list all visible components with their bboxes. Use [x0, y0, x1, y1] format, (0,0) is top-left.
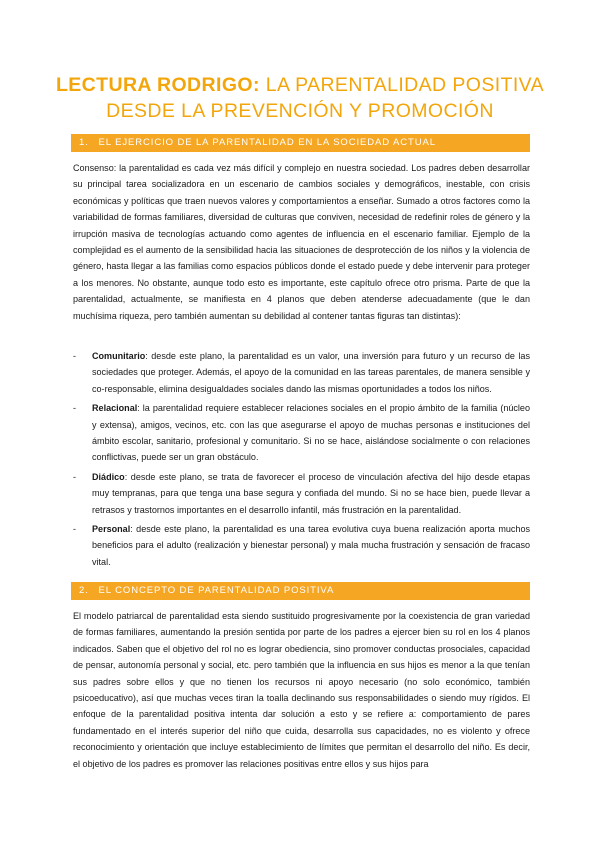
section-1-paragraph: Consenso: la parentalidad es cada vez más difícil y complejo en nuestra sociedad. Los padres deben desarrollar su principal tarea socializadora en un escenario de cambios sociales y demográficos, inestable, con crisis económicas y políticas que traen nuevos valores y comportamientos a enseñar. Sumado a otros factores como la variabilidad de formas familiares, diversidad de culturas que conviven, necesidad de redefinir roles de género y la irrupción masiva de tecnologías actuando como agentes de influencia en el escenario familiar. Ejemplo de la complejidad es el aumento de la sensibilidad hacia las situaciones de desprotección de los niños y la violencia de género, hasta llegar a las familias como espacios públicos donde el estado puede y debe intervenir para proteger a los menores. No obstante, aunque todo esto es importante, este capítulo ofrece otro prisma. Parte de que la parentalidad, actualmente, se manifiesta en 4 planos que deben atenderse adecuadamente (que le dan muchísima riqueza, pero también aumentan su debilidad al contener tantas figuras tan distintas): — [73, 163, 530, 321]
bullet-text: : desde este plano, la parentalidad es un valor, una inversión para futuro y un recurso de las sociedades que proteger. Además, el apoyo de la comunidad en las tareas parentales, de manera sensible y co-responsable, elimina desigualdades sociales dando las mismas oportunidades a todos los niños. — [92, 351, 530, 394]
title-rest: LA PARENTALIDAD POSITIVA DESDE LA PREVENCIÓN Y PROMOCIÓN — [106, 74, 545, 122]
bullet-relacional — [73, 400, 530, 466]
document-title — [40, 72, 560, 124]
bullet-term: Relacional — [92, 403, 138, 414]
bullet-diadico — [73, 469, 530, 518]
bullet-dash: - — [73, 524, 77, 535]
section-1-header — [71, 134, 530, 152]
bullet-dash: - — [73, 471, 77, 482]
section-1-heading: EL EJERCICIO DE LA PARENTALIDAD EN LA SOCIEDAD ACTUAL — [98, 137, 436, 148]
bullet-personal — [73, 521, 530, 570]
bullet-comunitario — [73, 348, 530, 397]
section-2-number: 2. — [79, 585, 89, 596]
section-1-number: 1. — [79, 137, 89, 148]
section-2-heading: EL CONCEPTO DE PARENTALIDAD POSITIVA — [98, 585, 335, 596]
section-2-paragraph: El modelo patriarcal de parentalidad esta siendo sustituido progresivamente por la coexistencia de gran variedad de formas familiares, aumentando la presión sentida por parte de los padres a ejercer bien su rol en los 4 planos indicados. Saben que el objetivo del rol no es lograr obediencia, sino promover conductas prosociales, capacidad de pensar, autonomía personal y social, etc. pero también que la influencia en sus hijos es menor a la que tenían sus padres sobre ellos y que no tienen los recursos ni apoyo necesario (no solo económico, también psicoeducativo), así que muchas veces tiran la toalla declinando sus responsabilidades o siendo muy rígidos. El enfoque de la parentalidad positiva intenta dar solución a esto y se refiere a: comportamiento de pares fundamentado en el interés superior del niño que cuida, desarrolla sus capacidades, no es violento y ofrece reconocimiento y orientación que incluye establecimiento de límites que permitan el desarrollo del niño. Es decir, el objetivo de los padres es promover las relaciones positivas entre ellos y sus hijos para — [73, 611, 530, 769]
bullet-text: : desde este plano, la parentalidad es una tarea evolutiva cuya buena realización aporta muchos beneficios para el adulto (realización y bienestar personal) y mala mucha frustración y sensación de fracaso vital. — [92, 524, 530, 567]
bullet-dash: - — [73, 403, 77, 414]
bullet-term: Comunitario — [92, 351, 146, 361]
section-1-bullet-list — [73, 348, 530, 573]
section-2-header — [71, 582, 530, 600]
bullet-text: : la parentalidad requiere establecer relaciones sociales en el propio ámbito de la familia (núcleo y extensa), amigos, vecinos, etc. con las que asegurarse el apoyo de muchas personas e instituciones del ámbito escolar, sanitario, profesional y comunitario. Si no se hace, aislándose socialmente o con relaciones conflictivas, puede ser un gran obstáculo. — [92, 403, 530, 463]
bullet-term: Diádico — [92, 471, 125, 482]
bullet-dash: - — [73, 351, 77, 361]
bullet-text: : desde este plano, se trata de favorecer el proceso de vinculación afectiva del hijo desde etapas muy tempranas, para que tenga una base segura y confiada del mundo. Si no se hace bien, puede llevar a retrasos y trastornos importantes en el desarrollo infantil, más frustración en la parentalidad. — [92, 471, 530, 515]
bullet-term: Personal — [92, 524, 131, 535]
title-bold-part: LECTURA RODRIGO: — [55, 74, 260, 96]
